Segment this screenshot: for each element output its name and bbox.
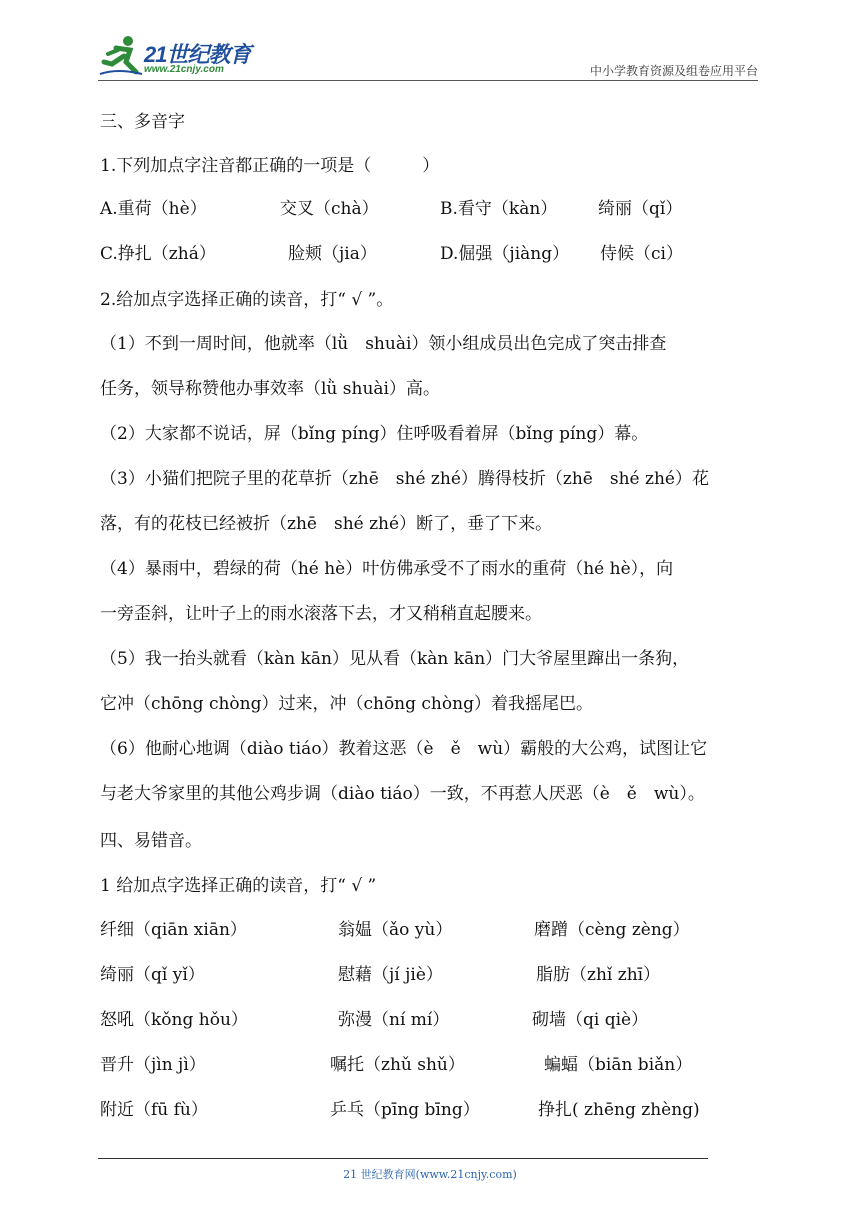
word-item: 乒乓（pīng bīng） xyxy=(330,1100,480,1120)
section-3-title: 三、多音字 xyxy=(100,112,185,132)
q1-option: 脸颊（jia） xyxy=(288,244,377,264)
word-item: 纤细（qiān xiān） xyxy=(100,920,247,940)
page-header xyxy=(98,34,758,80)
word-item: 嘱托（zhǔ shǔ） xyxy=(330,1055,465,1075)
q1-option: 交叉（chà） xyxy=(280,199,379,219)
word-item: 慰藉（jí jiè） xyxy=(338,965,443,985)
q2-line: （6）他耐心地调（diào tiáo）教着这恶（è ě wù）霸般的大公鸡，试图让它 xyxy=(100,739,708,759)
footer-divider xyxy=(98,1158,708,1159)
word-item: 绮丽（qǐ yǐ） xyxy=(100,965,205,985)
q2-line: （1）不到一周时间，他就率（lǜ shuài）领小组成员出色完成了突击排查 xyxy=(100,334,667,354)
q2-line: （3）小猫们把院子里的花草折（zhē shé zhé）腾得枝折（zhē shé zhé）花 xyxy=(100,469,709,489)
word-item: 蝙蝠（biān biǎn） xyxy=(544,1055,693,1075)
word-item: 弥漫（ní mí） xyxy=(338,1010,450,1030)
q2-line: 一旁歪斜，让叶子上的雨水滚落下去，才又稍稍直起腰来。 xyxy=(100,604,542,624)
word-item: 磨蹭（cèng zèng） xyxy=(534,920,690,940)
q2-line: 任务，领导称赞他办事效率（lǜ shuài）高。 xyxy=(100,379,440,399)
q1-option: 侍候（ci） xyxy=(600,244,683,264)
logo xyxy=(98,34,268,80)
q2-line: （4）暴雨中，碧绿的荷（hé hè）叶仿佛承受不了雨水的重荷（hé hè），向 xyxy=(100,559,674,579)
word-item: 挣扎( zhēng zhèng) xyxy=(538,1100,700,1120)
logo-url: www.21cnjy.com xyxy=(144,64,224,75)
word-item: 晋升（jìn jì） xyxy=(100,1055,206,1075)
q1-option: B.看守（kàn） xyxy=(440,199,558,219)
section-4-title: 四、易错音。 xyxy=(100,831,202,851)
word-item: 砌墙（qi qiè） xyxy=(532,1010,649,1030)
runner-logo-icon xyxy=(98,34,144,78)
word-item: 脂肪（zhǐ zhī） xyxy=(536,965,661,985)
word-item: 附近（fū fù） xyxy=(100,1100,208,1120)
q1-option: A.重荷（hè） xyxy=(100,199,207,219)
header-divider xyxy=(98,80,758,81)
word-item: 怒吼（kǒng hǒu） xyxy=(100,1010,248,1030)
q1-option: C.挣扎（zhá） xyxy=(100,244,216,264)
q2-stem: 2.给加点字选择正确的读音，打“ √ ”。 xyxy=(100,290,394,310)
section-4-stem: 1 给加点字选择正确的读音，打“ √ ” xyxy=(100,876,377,896)
q2-line: （2）大家都不说话，屏（bǐng píng）住呼吸看着屏（bǐng píng）幕。 xyxy=(100,424,649,444)
word-item: 翁媪（ǎo yù） xyxy=(338,920,453,940)
platform-name: 中小学教育资源及组卷应用平台 xyxy=(589,64,758,78)
q1-option: 绮丽（qǐ） xyxy=(598,199,683,219)
q2-line: 与老大爷家里的其他公鸡步调（diào tiáo）一致，不再惹人厌恶（è ě wù）。 xyxy=(100,784,705,804)
q2-line: 它冲（chōng chòng）过来，冲（chōng chòng）着我摇尾巴。 xyxy=(100,694,593,714)
q1-stem: 1.下列加点字注音都正确的一项是（ ） xyxy=(100,156,440,176)
footer-text: 21 世纪教育网(www.21cnjy.com) xyxy=(343,1168,517,1181)
q2-line: （5）我一抬头就看（kàn kān）见从看（kàn kān）门大爷屋里蹿出一条狗， xyxy=(100,649,690,669)
q1-option: D.倔强（jiàng） xyxy=(440,244,570,264)
logo-text: 21世纪教育 xyxy=(144,42,251,67)
q2-line: 落，有的花枝已经被折（zhē shé zhé）断了，垂了下来。 xyxy=(100,514,553,534)
